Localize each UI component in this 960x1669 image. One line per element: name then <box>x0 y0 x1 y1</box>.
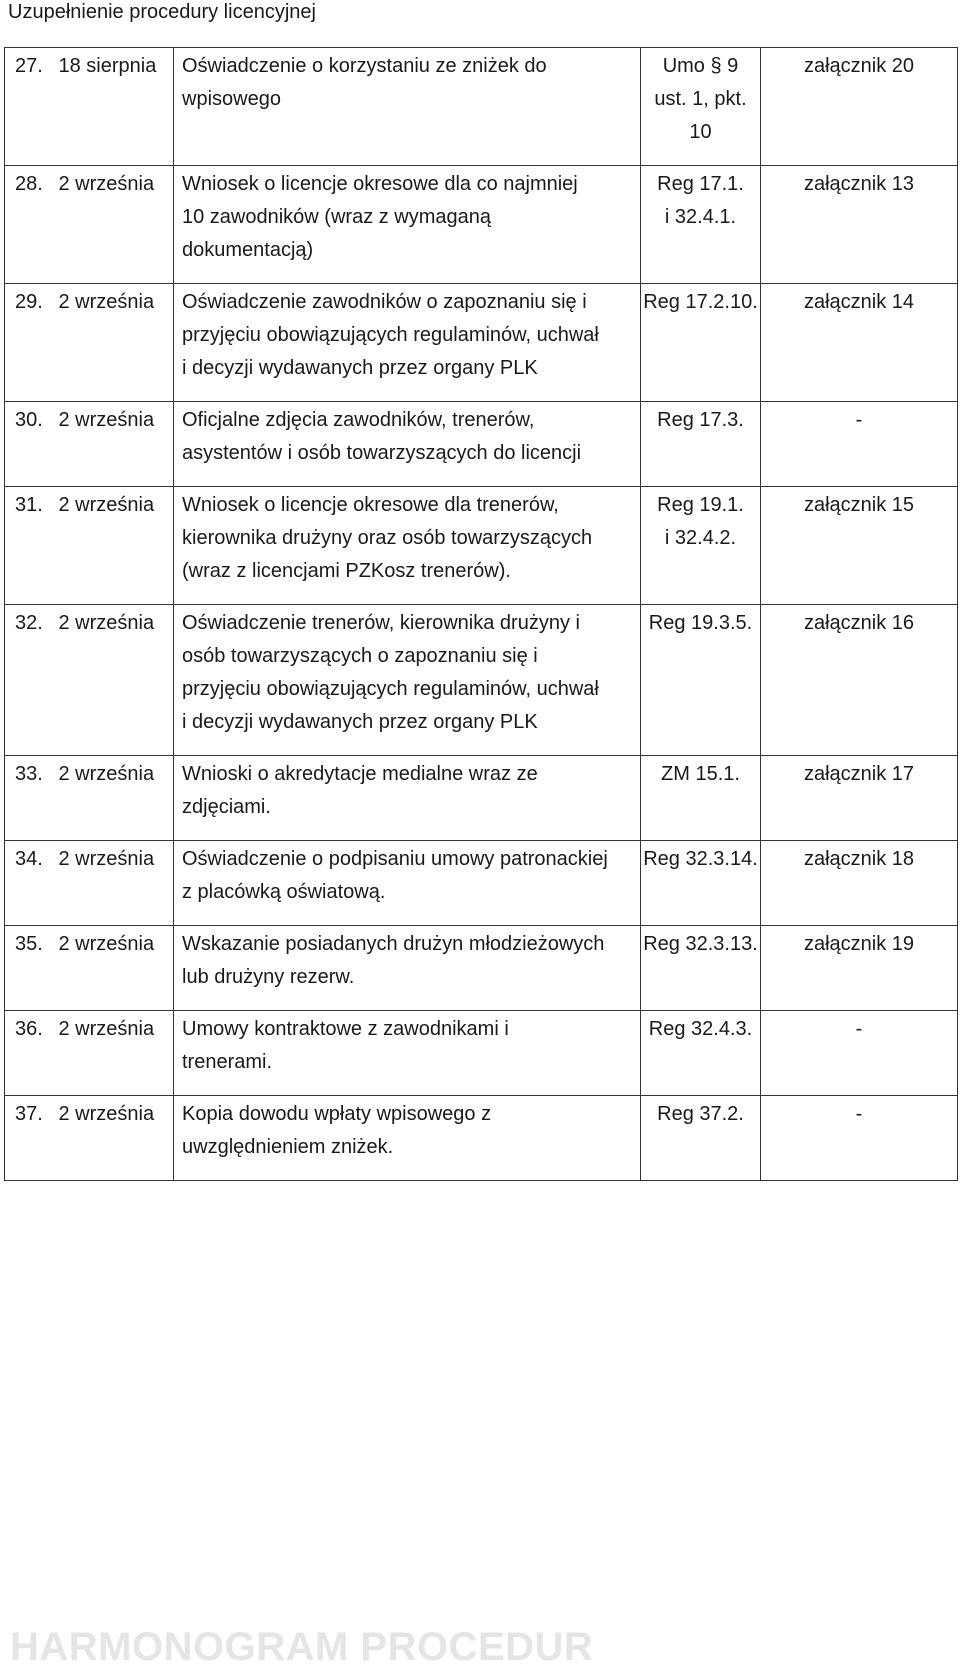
reference-line: i 32.4.2. <box>664 527 737 549</box>
document-description <box>174 1011 641 1096</box>
reference-line: Reg 32.3.13. <box>643 933 758 955</box>
reference-line: Reg 32.3.14. <box>643 848 758 870</box>
attachment-label: załącznik 20 <box>761 48 958 166</box>
regulation-reference <box>641 605 761 756</box>
attachment-label: załącznik 15 <box>761 487 958 605</box>
regulation-reference <box>641 1096 761 1181</box>
description-line: zdjęciami. <box>182 796 271 818</box>
row-number: 30. <box>5 402 57 487</box>
table-row <box>5 841 958 926</box>
attachment-label: załącznik 13 <box>761 166 958 284</box>
attachment-label: załącznik 19 <box>761 926 958 1011</box>
procedure-table <box>4 47 958 1181</box>
attachment-label: - <box>761 1096 958 1181</box>
description-line: wpisowego <box>182 88 281 110</box>
document-description <box>174 756 641 841</box>
table-row <box>5 284 958 402</box>
regulation-reference <box>641 1011 761 1096</box>
description-line: Wniosek o licencje okresowe dla trenerów, <box>182 494 559 516</box>
reference-line: Reg 32.4.3. <box>648 1018 753 1040</box>
document-description <box>174 284 641 402</box>
deadline-date: 2 września <box>57 926 174 1011</box>
description-line: Wniosek o licencje okresowe dla co najmniej <box>182 173 578 195</box>
description-line: Oświadczenie o podpisaniu umowy patronackiej <box>182 848 608 870</box>
regulation-reference <box>641 284 761 402</box>
regulation-reference <box>641 402 761 487</box>
description-line: i decyzji wydawanych przez organy PLK <box>182 357 538 379</box>
document-description <box>174 1096 641 1181</box>
table-row <box>5 402 958 487</box>
reference-line: Reg 17.3. <box>657 409 744 431</box>
row-number: 34. <box>5 841 57 926</box>
description-line: dokumentacją) <box>182 239 314 261</box>
description-line: Oświadczenie o korzystaniu ze zniżek do <box>182 55 547 77</box>
table-row <box>5 487 958 605</box>
document-description <box>174 487 641 605</box>
description-line: przyjęciu obowiązujących regulaminów, uchwał <box>182 678 599 700</box>
description-line: przyjęciu obowiązujących regulaminów, uchwał <box>182 324 599 346</box>
table-row <box>5 926 958 1011</box>
description-line: Umowy kontraktowe z zawodnikami i <box>182 1018 509 1040</box>
row-number: 28. <box>5 166 57 284</box>
regulation-reference <box>641 926 761 1011</box>
deadline-date: 2 września <box>57 605 174 756</box>
deadline-date: 2 września <box>57 284 174 402</box>
document-title: Uzupełnienie procedury licencyjnej <box>8 1 316 23</box>
table-row <box>5 48 958 166</box>
deadline-date: 2 września <box>57 1011 174 1096</box>
deadline-date: 2 września <box>57 166 174 284</box>
deadline-date: 18 sierpnia <box>57 48 174 166</box>
procedure-table-body <box>5 48 958 1181</box>
reference-line: ZM 15.1. <box>661 763 740 785</box>
row-number: 32. <box>5 605 57 756</box>
attachment-label: - <box>761 1011 958 1096</box>
deadline-date: 2 września <box>57 756 174 841</box>
deadline-date: 2 września <box>57 487 174 605</box>
reference-line: Reg 17.2.10. <box>643 291 758 313</box>
reference-line: ust. 1, pkt. 10 <box>654 88 747 143</box>
table-row <box>5 756 958 841</box>
row-number: 33. <box>5 756 57 841</box>
deadline-date: 2 września <box>57 841 174 926</box>
document-description <box>174 926 641 1011</box>
attachment-label: - <box>761 402 958 487</box>
reference-line: Reg 17.1. <box>657 173 744 195</box>
description-line: Kopia dowodu wpłaty wpisowego z <box>182 1103 492 1125</box>
regulation-reference <box>641 841 761 926</box>
attachment-label: załącznik 16 <box>761 605 958 756</box>
row-number: 35. <box>5 926 57 1011</box>
row-number: 31. <box>5 487 57 605</box>
description-line: 10 zawodników (wraz z wymaganą <box>182 206 492 228</box>
table-row <box>5 1096 958 1181</box>
reference-line: Reg 19.1. <box>657 494 744 516</box>
attachment-label: załącznik 17 <box>761 756 958 841</box>
deadline-date: 2 września <box>57 1096 174 1181</box>
regulation-reference <box>641 756 761 841</box>
description-line: trenerami. <box>182 1051 273 1073</box>
table-row <box>5 605 958 756</box>
description-line: lub drużyny rezerw. <box>182 966 355 988</box>
attachment-label: załącznik 18 <box>761 841 958 926</box>
reference-line: Umo § 9 <box>662 55 739 77</box>
reference-line: i 32.4.1. <box>664 206 737 228</box>
description-line: kierownika drużyny oraz osób towarzyszących <box>182 527 593 549</box>
description-line: asystentów i osób towarzyszących do licencji <box>182 442 582 464</box>
regulation-reference <box>641 48 761 166</box>
reference-line: Reg 37.2. <box>657 1103 744 1125</box>
description-line: Oświadczenie trenerów, kierownika drużyny i <box>182 612 580 634</box>
description-line: (wraz z licencjami PZKosz trenerów). <box>182 560 511 582</box>
table-row <box>5 1011 958 1096</box>
description-line: uwzględnieniem zniżek. <box>182 1136 394 1158</box>
description-line: Wnioski o akredytacje medialne wraz ze <box>182 763 538 785</box>
document-description <box>174 48 641 166</box>
row-number: 37. <box>5 1096 57 1181</box>
regulation-reference <box>641 166 761 284</box>
row-number: 27. <box>5 48 57 166</box>
document-description <box>174 841 641 926</box>
row-number: 36. <box>5 1011 57 1096</box>
description-line: osób towarzyszących o zapoznaniu się i <box>182 645 538 667</box>
table-row <box>5 166 958 284</box>
document-description <box>174 605 641 756</box>
attachment-label: załącznik 14 <box>761 284 958 402</box>
description-line: Oficjalne zdjęcia zawodników, trenerów, <box>182 409 535 431</box>
row-number: 29. <box>5 284 57 402</box>
description-line: i decyzji wydawanych przez organy PLK <box>182 711 538 733</box>
document-description <box>174 166 641 284</box>
document-description <box>174 402 641 487</box>
footer-heading: HARMONOGRAM PROCEDUR <box>10 1625 594 1669</box>
description-line: Oświadczenie zawodników o zapoznaniu się i <box>182 291 587 313</box>
description-line: z placówką oświatową. <box>182 881 386 903</box>
reference-line: Reg 19.3.5. <box>648 612 753 634</box>
regulation-reference <box>641 487 761 605</box>
description-line: Wskazanie posiadanych drużyn młodzieżowych <box>182 933 605 955</box>
deadline-date: 2 września <box>57 402 174 487</box>
